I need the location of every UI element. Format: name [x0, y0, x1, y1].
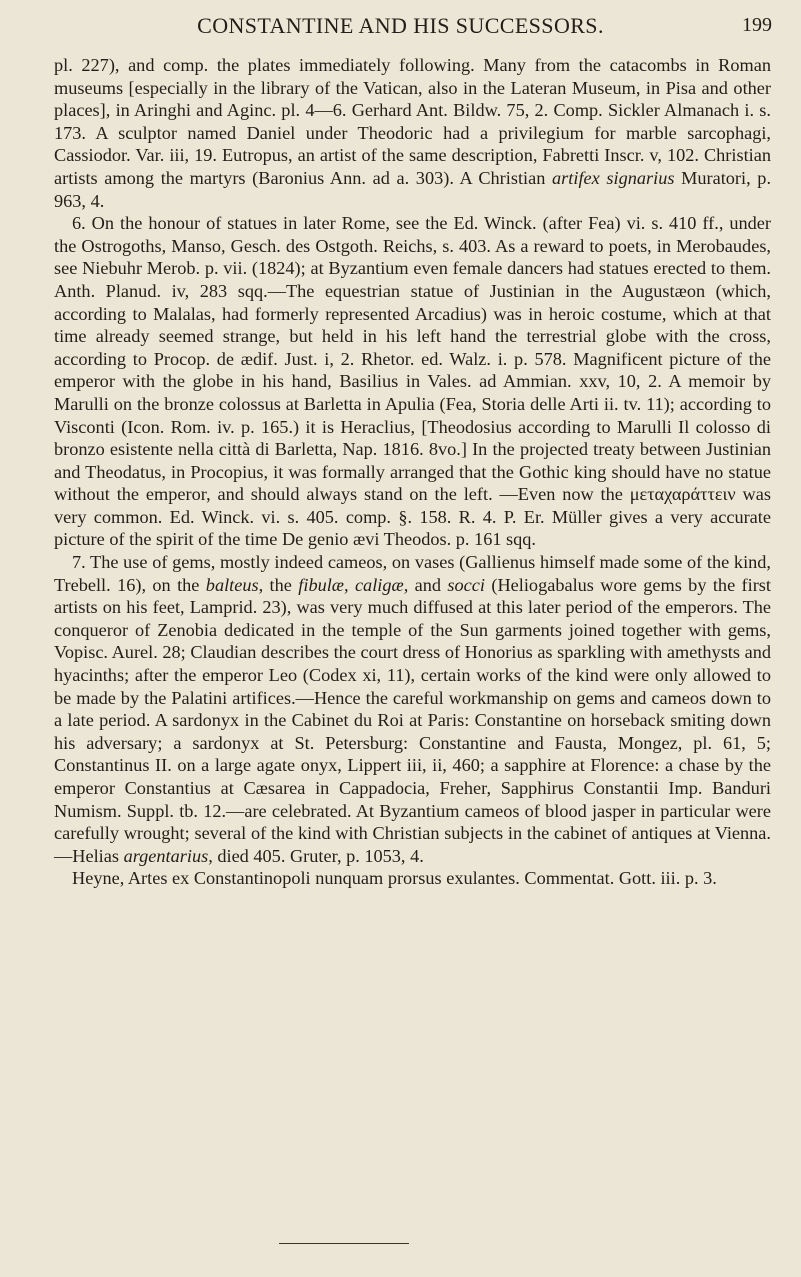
footer-rule [279, 1243, 409, 1244]
italic-term: socci [447, 574, 485, 595]
page-header [0, 13, 801, 41]
page-number: 199 [742, 14, 772, 36]
paragraph-6 [54, 212, 771, 551]
text-run: and [408, 574, 448, 595]
italic-term: balteus [205, 574, 259, 595]
text-run: pl. 227), and comp. the plates immediately following. Many from the catacombs in Roman museums [especially in the library of the Vatican, also in the Lateran Museum, in Pisa and other places], in Aringhi and Aginc. pl. 4—6. Gerhard Ant. Bildw. 75, 2. Comp. Sickler Almanach i. s. 173. A sculptor named Daniel under Theodoric had a privilegium for marble sarcophagi, Cassiodor. Var. iii, 19. Eutropus, an artist of the same description, Fabretti Inscr. v, 102. Christian artists among the martyrs (Baronius Ann. ad a. 303). A Christian [54, 55, 771, 188]
text-run: Muratori, p. 963, 4. [54, 167, 772, 211]
italic-term: artifex signarius [552, 167, 675, 188]
text-run: 7. The use of gems, mostly indeed cameos, on vases (Gallienus himself made some of the kind, Trebell. 16), on the [54, 552, 771, 595]
paragraph-7 [54, 551, 771, 867]
text-run: , the [258, 574, 299, 595]
body-text [54, 54, 771, 890]
text-run: died 405. Gruter, p. 1053, 4. [212, 845, 424, 866]
paragraph-continuation [54, 54, 771, 212]
paragraph-8 [54, 867, 771, 890]
italic-term: argentarius, [123, 845, 213, 866]
text-run: 6. On the honour of statues in later Rome, see the Ed. Winck. (after Fea) vi. s. 410 ff., under the Ostrogoths, Manso, Gesch. des Ostgoth. Reichs, s. 403. As a reward to poets, in Merobaudes, see Niebuhr Merob. p. vii. (1824); at Byzantium even female dancers had statues erected to them. Anth. Planud. iv, 283 sqq.—The equestrian statue of Justinian in the Augustæon (which, according to Malalas, had formerly represented Arcadius) was in heroic costume, which at that time already seemed strange, but held in his left hand the terrestrial globe with the cross, according to Procop. de ædif. Just. i, 2. Rhetor. ed. Walz. i. p. 578. Magnificent picture of the emperor with the globe in his hand, Basilius in Vales. ad Ammian. xxv, 10, 2. A memoir by Marulli on the bronze colossus at Barletta in Apulia (Fea, Storia delle Arti ii. tv. 11); according to Visconti (Icon. Rom. iv. p. 165.) it is Heraclius, [Theodosius according to Marulli Il colosso di bronzo esistente nella città di Barletta, Nap. 1816. 8vo.] In the projected treaty between Justinian and Theodatus, in Procopius, it was formally arranged that the Gothic king should have no statue without the emperor, and should always stand on the left. —Even now the [54, 213, 771, 505]
running-title: CONSTANTINE AND HIS SUCCESSORS. [197, 13, 604, 38]
greek-term: μεταχαράττειν [629, 484, 736, 505]
italic-term: fibulæ, caligæ, [298, 574, 409, 595]
text-run: was very common. Ed. Winck. vi. s. 405. comp. §. 158. R. 4. P. Er. Müller gives a very accurate picture of the spirit of the time De genio ævi Theodos. p. 161 sqq. [54, 484, 771, 550]
text-run: Heyne, Artes ex Constantinopoli nunquam prorsus exulantes. Commentat. Gott. iii. p. 3. [72, 868, 717, 889]
text-run: (Heliogabalus wore gems by the first artists on his feet, Lamprid. 23), was very much diffused at this later period of the emperors. The conqueror of Zenobia dedicated in the temple of the Sun garments joined together with gems, Vopisc. Aurel. 28; Claudian describes the court dress of Honorius as sparkling with amethysts and hyacinths; after the emperor Leo (Codex xi, 11), certain works of the kind were only allowed to be made by the Palatini artifices.—Hence the careful workmanship on gems and cameos down to a late period. A sardonyx in the Cabinet du Roi at Paris: Constantine on horseback smiting down his adversary; a sardonyx at St. Petersburg: Constantine and Fausta, Mongez, pl. 61, 5; Constantinus II. on a large agate onyx, Lippert iii, ii, 460; a sapphire at Florence: a chase by the emperor Constantius at Cæsarea in Cappadocia, Freher, Sapphirus Constantii Imp. Banduri Numism. Suppl. tb. 12.—are celebrated. At Byzantium cameos of blood jasper in particular were carefully wrought; several of the kind with Christian subjects in the cabinet of antiques at Vienna.—Helias [54, 574, 772, 866]
